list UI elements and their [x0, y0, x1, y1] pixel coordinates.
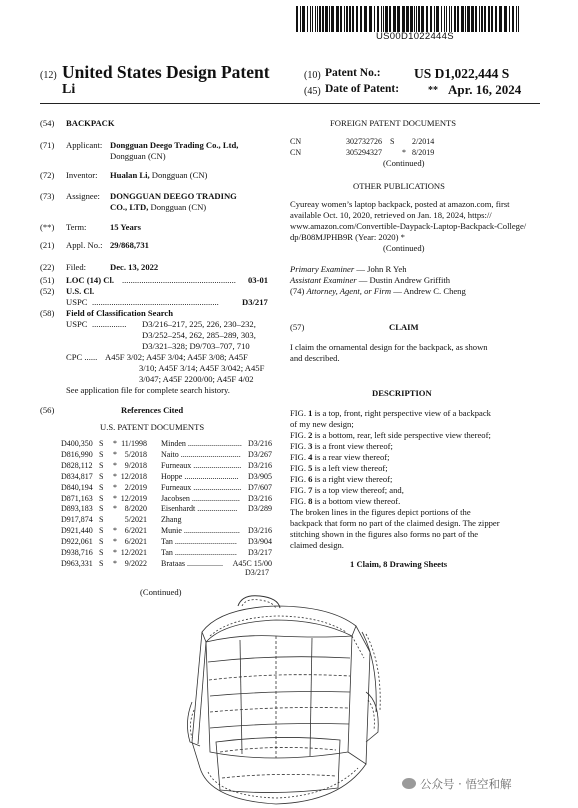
assistant-examiner-name: — Dustin Andrew Griffith — [356, 275, 451, 285]
patent-date: Apr. 16, 2024 — [448, 82, 522, 97]
us-ref-number: D921,440 — [61, 526, 93, 536]
barcode-bar — [381, 6, 382, 32]
barcode-bar — [406, 6, 409, 32]
barcode-bar — [300, 6, 301, 32]
broken-lines-line4: claimed design. — [290, 540, 344, 550]
barcode-bar — [441, 6, 442, 32]
us-ref-number: D840,194 — [61, 482, 93, 492]
us-ref-class: D3/289 — [248, 504, 272, 514]
fig-prefix: FIG. — [290, 496, 309, 506]
us-ref-name: Furneaux ........................ — [161, 482, 242, 492]
code-21: (21) — [40, 240, 55, 250]
us-ref-kind: S — [99, 439, 104, 448]
us-patent-documents-title: U.S. PATENT DOCUMENTS — [100, 422, 205, 432]
barcode-bar — [329, 6, 330, 32]
us-ref-date: 9/2022 — [124, 558, 147, 568]
us-ref-date: 6/2021 — [124, 537, 147, 547]
barcode-bar — [402, 6, 405, 32]
fig-text: is a rear view thereof; — [312, 452, 390, 462]
appl-no-value: 29/868,731 — [110, 240, 149, 250]
us-ref-class: D3/217 — [248, 548, 272, 557]
assignee-line2 — [110, 202, 206, 213]
us-ref-date: 8/2020 — [124, 504, 147, 514]
loc-value: 03-01 — [248, 275, 269, 285]
code-10: (10) — [304, 70, 321, 81]
barcode-bar — [377, 6, 379, 32]
us-ref-star: * — [113, 504, 117, 514]
figure-description-line — [290, 463, 388, 474]
us-ref-star: * — [113, 482, 117, 492]
barcode-bar — [488, 6, 490, 32]
foreign-patent-documents-title: FOREIGN PATENT DOCUMENTS — [330, 118, 457, 128]
inventor-location: Dongguan (CN) — [149, 170, 208, 180]
claim-line2: and described. — [290, 353, 340, 363]
fig-prefix: FIG. — [290, 430, 309, 440]
fig-number: 7 — [308, 485, 313, 495]
references-cited-title: References Cited — [121, 405, 184, 415]
us-ref-class: D3/905 — [248, 471, 272, 481]
claim-title: CLAIM — [389, 322, 419, 332]
us-ref-name: Jacobsen ........................ — [161, 493, 240, 503]
fs-uspc-line1: D3/216–217, 225, 226, 230–232, — [142, 319, 256, 329]
barcode-bar — [457, 6, 459, 32]
barcode-bar — [389, 6, 391, 32]
barcode-bar — [317, 6, 318, 32]
us-ref-name: Zhang — [161, 515, 182, 525]
foreign-ref-date: 8/2019 — [412, 147, 435, 157]
design-title: BACKPACK — [66, 118, 115, 128]
patent-no-label: Patent No.: — [325, 67, 381, 79]
fs-cpc-line2: 3/10; A45F 3/14; A45F 3/042; A45F — [139, 363, 265, 373]
barcode-bar — [499, 6, 502, 32]
description-title: DESCRIPTION — [372, 388, 432, 398]
fig-number: 8 — [308, 496, 313, 506]
barcode-bar — [352, 6, 354, 32]
barcode-bar — [436, 6, 439, 32]
fs-uspc-label: USPC — [66, 319, 88, 329]
barcode-bar — [331, 6, 334, 32]
figure-description-line — [290, 485, 404, 496]
broken-lines-line2: backpack that form no part of the claimed design. The zipper — [290, 518, 500, 528]
barcode — [296, 6, 522, 32]
code-51: (51) — [40, 275, 55, 285]
fig-prefix: FIG. — [290, 474, 309, 484]
us-ref-class: D3/216 — [248, 439, 272, 448]
primary-examiner-name: — John R Yeh — [354, 264, 407, 274]
inventor-label: Inventor: — [66, 170, 98, 180]
fig-prefix: FIG. — [290, 408, 309, 418]
claims-and-sheets: 1 Claim, 8 Drawing Sheets — [350, 559, 448, 569]
us-ref-class: D3/216 — [248, 460, 272, 470]
barcode-bar — [471, 6, 474, 32]
code-22: (22) — [40, 262, 55, 272]
us-ref-class: D7/607 — [248, 482, 272, 492]
other-pub-line1: Cyureay women’s laptop backpack, posted at amazon.com, first — [290, 199, 510, 209]
field-of-search-label: Field of Classification Search — [66, 308, 174, 318]
us-ref-class: D3/216 — [248, 526, 272, 536]
code-58: (58) — [40, 308, 55, 318]
code-56: (56) — [40, 405, 55, 415]
barcode-bar — [479, 6, 480, 32]
us-ref-number: D922,061 — [61, 537, 93, 547]
barcode-bar — [491, 6, 493, 32]
us-ref-star: * — [113, 548, 117, 557]
us-ref-star: * — [113, 493, 117, 503]
inventor-name: Hualan Li, — [110, 170, 150, 180]
us-ref-date: 12/2021 — [120, 548, 147, 557]
us-ref-name: Hoppe ........................... — [161, 471, 239, 481]
us-ref-date: 5/2018 — [124, 449, 147, 459]
code-73: (73) — [40, 191, 55, 201]
us-ref-star: * — [113, 537, 117, 547]
barcode-bar — [296, 6, 298, 32]
barcode-bar — [481, 6, 483, 32]
assistant-examiner — [290, 275, 450, 286]
barcode-bar — [322, 6, 324, 32]
fs-uspc-dots: ................ — [92, 319, 127, 329]
fig-text: is a top view thereof; and, — [312, 485, 404, 495]
us-ref-star: * — [113, 460, 117, 470]
us-ref-kind: S — [99, 537, 104, 547]
barcode-bar — [336, 6, 339, 32]
figure-description-line — [290, 408, 491, 419]
fig-text: is a top, front, right perspective view of a backpack — [312, 408, 491, 418]
us-ref-kind: S — [99, 460, 104, 470]
us-ref-kind: S — [99, 449, 104, 459]
barcode-bar — [484, 6, 486, 32]
us-ref-kind: S — [99, 471, 104, 481]
header-rule — [40, 103, 540, 104]
foreign-ref-country: CN — [290, 147, 302, 157]
uspc-label: USPC — [66, 297, 88, 307]
barcode-bar — [518, 6, 519, 32]
assistant-examiner-label: Assistant Examiner — [290, 275, 357, 285]
loc-dots: ..................................................... — [122, 275, 236, 285]
fig-prefix: FIG. — [290, 485, 309, 495]
code-74: (74) — [290, 286, 305, 296]
barcode-bar — [310, 6, 311, 32]
us-ref-class: A45C 15/00 — [232, 558, 272, 568]
barcode-bar — [383, 6, 384, 32]
patent-number: US D1,022,444 S — [414, 66, 510, 81]
us-ref-number: D917,874 — [61, 515, 93, 525]
us-ref-date: 11/1998 — [121, 439, 147, 448]
other-pub-continued: (Continued) — [383, 243, 425, 253]
attorney-name: — Andrew C. Cheng — [391, 286, 466, 296]
filed-label: Filed: — [66, 262, 87, 272]
us-ref-date: 12/2018 — [120, 471, 147, 481]
us-ref-kind: S — [99, 526, 104, 536]
us-ref-star: * — [113, 471, 117, 481]
search-history-note: See application file for complete search history. — [66, 385, 230, 395]
wechat-icon — [402, 778, 416, 789]
fig-text: is a front view thereof; — [312, 441, 393, 451]
us-ref-kind: S — [99, 504, 104, 514]
code-71: (71) — [40, 140, 55, 150]
us-refs-continued: (Continued) — [140, 587, 182, 597]
uspc-dots: ........................................................... — [92, 297, 219, 307]
barcode-bar — [446, 6, 447, 32]
assignee-label: Assignee: — [66, 191, 100, 201]
barcode-bar — [302, 6, 305, 32]
barcode-bar — [349, 6, 351, 32]
fs-uspc-line2: D3/252–254, 262, 285–289, 303, — [142, 330, 256, 340]
code-52: (52) — [40, 286, 55, 296]
barcode-bar — [346, 6, 348, 32]
figure-description-line — [290, 474, 392, 485]
attorney-label: Attorney, Agent, or Firm — [306, 286, 392, 296]
us-ref-name: Minden ........................... — [161, 439, 242, 448]
applicant-location: Dongguan (CN) — [110, 151, 166, 161]
fs-uspc-line3: D3/321–328; D9/703–707, 710 — [142, 341, 250, 351]
fig-text: is a right view thereof; — [312, 474, 393, 484]
foreign-refs-continued: (Continued) — [383, 158, 425, 168]
filed-value: Dec. 13, 2022 — [110, 262, 159, 272]
us-ref-number: D963,331 — [61, 558, 93, 568]
barcode-bar — [418, 6, 420, 32]
fig-prefix: of my new design; — [290, 419, 354, 429]
barcode-bar — [504, 6, 507, 32]
code-54: (54) — [40, 118, 55, 128]
figure-description-line — [290, 452, 390, 463]
barcode-bar — [319, 6, 321, 32]
foreign-ref-number: 305294327 — [346, 147, 382, 157]
us-ref-name: Munie ............................ — [161, 526, 240, 536]
barcode-bar — [430, 6, 432, 32]
fs-cpc-line3: 3/047; A45F 2200/00; A45F 4/02 — [139, 374, 254, 384]
barcode-bar — [369, 6, 372, 32]
fig-prefix: FIG. — [290, 463, 309, 473]
barcode-bar — [414, 6, 415, 32]
barcode-bar — [416, 6, 417, 32]
us-ref-class: D3/216 — [248, 493, 272, 503]
us-ref-name: Brataas .................. — [161, 558, 223, 568]
watermark — [402, 776, 511, 792]
barcode-bar — [410, 6, 413, 32]
fig-text: is a bottom view thereof. — [312, 496, 401, 506]
barcode-bar — [356, 6, 358, 32]
fig-number: 4 — [308, 452, 313, 462]
assignee-location: Dongguan (CN) — [148, 202, 207, 212]
us-ref-date: 9/2018 — [124, 460, 147, 470]
us-ref-date: 6/2021 — [124, 526, 147, 536]
us-ref-number: D400,350 — [61, 439, 93, 448]
fig-number: 5 — [308, 463, 313, 473]
fig-text: is a left view thereof; — [312, 463, 388, 473]
us-cl-label: U.S. Cl. — [66, 286, 95, 296]
barcode-bar — [467, 6, 470, 32]
us-ref-kind: S — [99, 493, 104, 503]
us-ref-name: Furneaux ........................ — [161, 460, 242, 470]
us-ref-class: D3/904 — [248, 537, 272, 547]
us-ref-date: 12/2019 — [120, 493, 147, 503]
barcode-bar — [495, 6, 497, 32]
barcode-bar — [397, 6, 400, 32]
fig-prefix: FIG. — [290, 441, 309, 451]
barcode-bar — [364, 6, 367, 32]
us-ref-kind: S — [99, 548, 104, 557]
us-ref-date: 2/2019 — [124, 482, 147, 492]
us-ref-star: * — [113, 449, 117, 459]
code-72: (72) — [40, 170, 55, 180]
foreign-ref-kind: S — [390, 137, 395, 146]
foreign-ref-star: * — [402, 147, 406, 157]
appl-no-label: Appl. No.: — [66, 240, 103, 250]
barcode-bar — [315, 6, 316, 32]
term-value: 15 Years — [110, 222, 141, 232]
us-ref-class: D3/267 — [248, 449, 272, 459]
barcode-bar — [344, 6, 345, 32]
barcode-bar — [509, 6, 510, 32]
patent-title: United States Design Patent — [62, 62, 270, 82]
date-of-patent-label: Date of Patent: — [325, 83, 400, 95]
barcode-bar — [434, 6, 435, 32]
barcode-bar — [465, 6, 466, 32]
fs-cpc-label: CPC ...... — [66, 352, 98, 362]
fig-number: 2 — [308, 430, 313, 440]
fig-number: 6 — [308, 474, 313, 484]
primary-examiner — [290, 264, 407, 275]
inventor-line — [110, 170, 207, 181]
assignee-name-cont: CO., LTD, — [110, 202, 149, 212]
barcode-bar — [421, 6, 424, 32]
barcode-bar — [512, 6, 514, 32]
broken-lines-line1: The broken lines in the figures depict portions of the — [290, 507, 471, 517]
applicant-name: Dongguan Deego Trading Co., Ltd, — [110, 140, 239, 150]
barcode-bar — [307, 6, 308, 32]
broken-lines-line3: stitching shown in the figures also forms no part of the — [290, 529, 479, 539]
us-ref-name: Tan ............................... — [161, 537, 237, 547]
figure-description-line — [290, 430, 491, 441]
barcode-number: US00D1022444S — [376, 31, 454, 42]
barcode-bar — [451, 6, 452, 32]
loc-label: LOC (14) Cl. — [66, 275, 114, 285]
term-label: Term: — [66, 222, 87, 232]
us-ref-name: Eisenhardt .................... — [161, 504, 238, 514]
barcode-bar — [516, 6, 517, 32]
primary-examiner-label: Primary Examiner — [290, 264, 355, 274]
figure-description-line — [290, 419, 354, 430]
us-ref-number: D828,112 — [61, 460, 93, 470]
barcode-bar — [475, 6, 477, 32]
us-ref-star: * — [113, 439, 117, 448]
us-ref-kind: S — [99, 515, 104, 525]
us-ref-kind: S — [99, 482, 104, 492]
watermark-text: 公众号 · 悟空和解 — [420, 777, 512, 791]
us-ref-name: Tan ............................... — [161, 548, 237, 557]
barcode-bar — [360, 6, 362, 32]
us-ref-star: * — [113, 526, 117, 536]
other-publications-title: OTHER PUBLICATIONS — [353, 181, 445, 191]
other-pub-line4: dp/B08MJPHB9R (Year: 2020) * — [290, 232, 405, 242]
us-ref-number: D834,817 — [61, 471, 93, 481]
us-ref-date: 5/2021 — [124, 515, 147, 525]
us-ref-number: D816,990 — [61, 449, 93, 459]
us-ref-number: D893,183 — [61, 504, 93, 514]
barcode-bar — [374, 6, 375, 32]
backpack-drawing — [180, 592, 400, 808]
inventor-surname: Li — [62, 82, 76, 97]
foreign-ref-date: 2/2014 — [412, 137, 435, 146]
foreign-ref-country: CN — [290, 137, 302, 146]
us-ref-kind: S — [99, 558, 104, 568]
claim-line1: I claim the ornamental design for the backpack, as shown — [290, 342, 488, 352]
date-mark: ** — [428, 85, 438, 96]
barcode-bar — [325, 6, 328, 32]
attorney-line — [290, 286, 466, 297]
barcode-bar — [461, 6, 464, 32]
figure-description-line — [290, 496, 400, 507]
code-57: (57) — [290, 322, 305, 332]
fig-number: 1 — [308, 408, 313, 418]
fs-cpc-line1: A45F 3/02; A45F 3/04; A45F 3/08; A45F — [105, 352, 248, 362]
barcode-bar — [426, 6, 428, 32]
code-12: (12) — [40, 70, 57, 81]
us-ref-star: * — [113, 558, 117, 568]
us-ref-name: Naito .............................. — [161, 449, 241, 459]
barcode-bar — [449, 6, 450, 32]
barcode-bar — [444, 6, 445, 32]
other-pub-line2: available Oct. 10, 2020, retrieved on Jan. 18, 2024, https:// — [290, 210, 492, 220]
foreign-ref-number: 302732726 — [346, 137, 382, 146]
uspc-value: D3/217 — [242, 297, 268, 307]
applicant-label: Applicant: — [66, 140, 103, 150]
barcode-bar — [393, 6, 396, 32]
assignee-name: DONGGUAN DEEGO TRADING — [110, 191, 237, 201]
other-pub-line3: www.amazon.com/Convertible-Daypack-Laptop-Backpack-College/ — [290, 221, 527, 231]
fig-text: is a bottom, rear, left side perspective view thereof; — [312, 430, 491, 440]
barcode-bar — [385, 6, 388, 32]
fig-prefix: FIG. — [290, 452, 309, 462]
barcode-bar — [340, 6, 342, 32]
figure-description-line — [290, 441, 393, 452]
code-term: (**) — [40, 222, 55, 232]
barcode-bar — [312, 6, 313, 32]
code-45: (45) — [304, 86, 321, 97]
us-ref-number: D938,716 — [61, 548, 93, 557]
fig-number: 3 — [308, 441, 313, 451]
us-ref-number: D871,163 — [61, 493, 93, 503]
barcode-bar — [454, 6, 456, 32]
us-ref-extra-class: D3/217 — [245, 568, 269, 577]
